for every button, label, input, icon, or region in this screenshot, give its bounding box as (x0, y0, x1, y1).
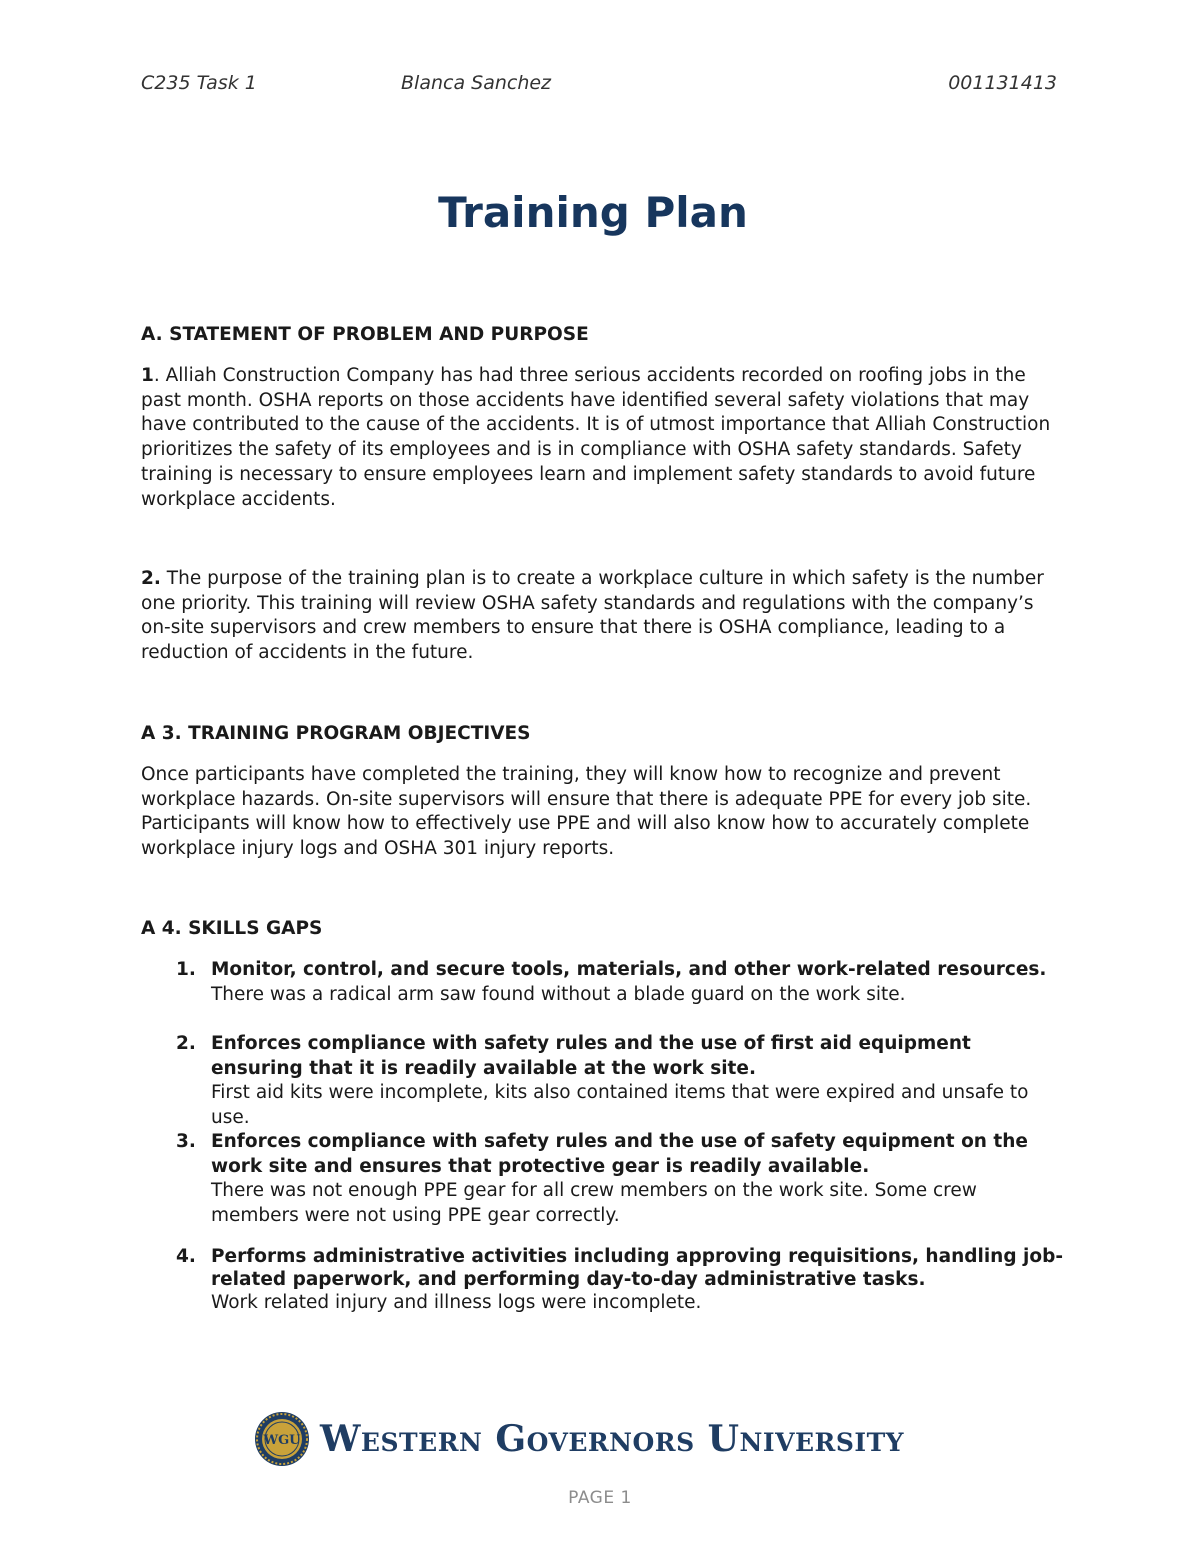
list-number: 2. (176, 1033, 196, 1054)
list-number: 4. (176, 1246, 196, 1267)
page-number: PAGE 1 (568, 1488, 632, 1508)
skill-description: Enforces compliance with safety rules and the use of safety equipment on the work site and ensures that protective gear is readily available. (211, 1131, 1028, 1177)
problem-paragraph (141, 364, 1066, 512)
skills-gap-item (141, 1245, 1066, 1314)
objectives-paragraph: Once participants have completed the training, they will know how to recognize and prevent workplace hazards. On-site supervisors will ensure that there is adequate PPE for every job site. Participants will know how to effectively use PPE and will also know how to accurately complete workplace injury logs and OSHA 301 injury reports. (141, 764, 1032, 860)
section-a4-heading: A 4. SKILLS GAPS (141, 918, 323, 939)
purpose-text: The purpose of the training plan is to create a workplace culture in which safety is the number one priority. This training will review OSHA safety standards and regulations with the company’s on-site supervisors and crew members to ensure that there is OSHA compliance, leading to a reduction of accidents in the future. (141, 568, 1044, 664)
skills-gap-item (141, 958, 1066, 1007)
purpose-paragraph (141, 567, 1066, 666)
header-student-id: 001131413 (948, 72, 1057, 94)
seal-letters: WGU (263, 1433, 301, 1448)
wgu-logo (254, 1411, 908, 1469)
header-student-name: Blanca Sanchez (401, 72, 552, 94)
paragraph-number: 1 (141, 365, 154, 386)
section-a3-heading: A 3. TRAINING PROGRAM OBJECTIVES (141, 723, 531, 744)
list-number: 3. (176, 1131, 196, 1152)
paragraph-number: 2. (141, 568, 161, 589)
page-title: Training Plan (438, 188, 748, 237)
gap-finding: First aid kits were incomplete, kits also contained items that were expired and unsafe to use. (211, 1082, 1029, 1128)
list-number: 1. (176, 959, 196, 980)
gap-finding: There was a radical arm saw found without a blade guard on the work site. (211, 983, 906, 1005)
skills-gap-item (141, 1032, 1066, 1130)
skill-description: Performs administrative activities including approving requisitions, handling job-related paperwork, and performing day-to-day administrative tasks. (211, 1246, 1063, 1290)
section-a-heading: A. STATEMENT OF PROBLEM AND PURPOSE (141, 324, 589, 345)
gap-finding: Work related injury and illness logs were incomplete. (211, 1292, 702, 1313)
gap-finding: There was not enough PPE gear for all crew members on the work site. Some crew members were not using PPE gear correctly. (211, 1180, 977, 1226)
university-name: Western Governors University (320, 1418, 905, 1460)
skill-description: Monitor, control, and secure tools, materials, and other work-related resources. (211, 959, 1047, 980)
skills-gap-item (141, 1130, 1066, 1228)
university-seal-icon (254, 1411, 310, 1467)
problem-text: . Alliah Construction Company has had three serious accidents recorded on roofing jobs in the past month. OSHA reports on those accidents have identified several safety violations that may have contributed to the cause of the accidents. It is of utmost importance that Alliah Construction prioritizes the safety of its employees and is in compliance with OSHA safety standards. Safety training is necessary to ensure employees learn and implement safety standards to avoid future workplace accidents. (141, 365, 1051, 510)
header-course: C235 Task 1 (141, 72, 257, 94)
skill-description: Enforces compliance with safety rules and the use of first aid equipment ensuring that it is readily available at the work site. (211, 1033, 971, 1079)
